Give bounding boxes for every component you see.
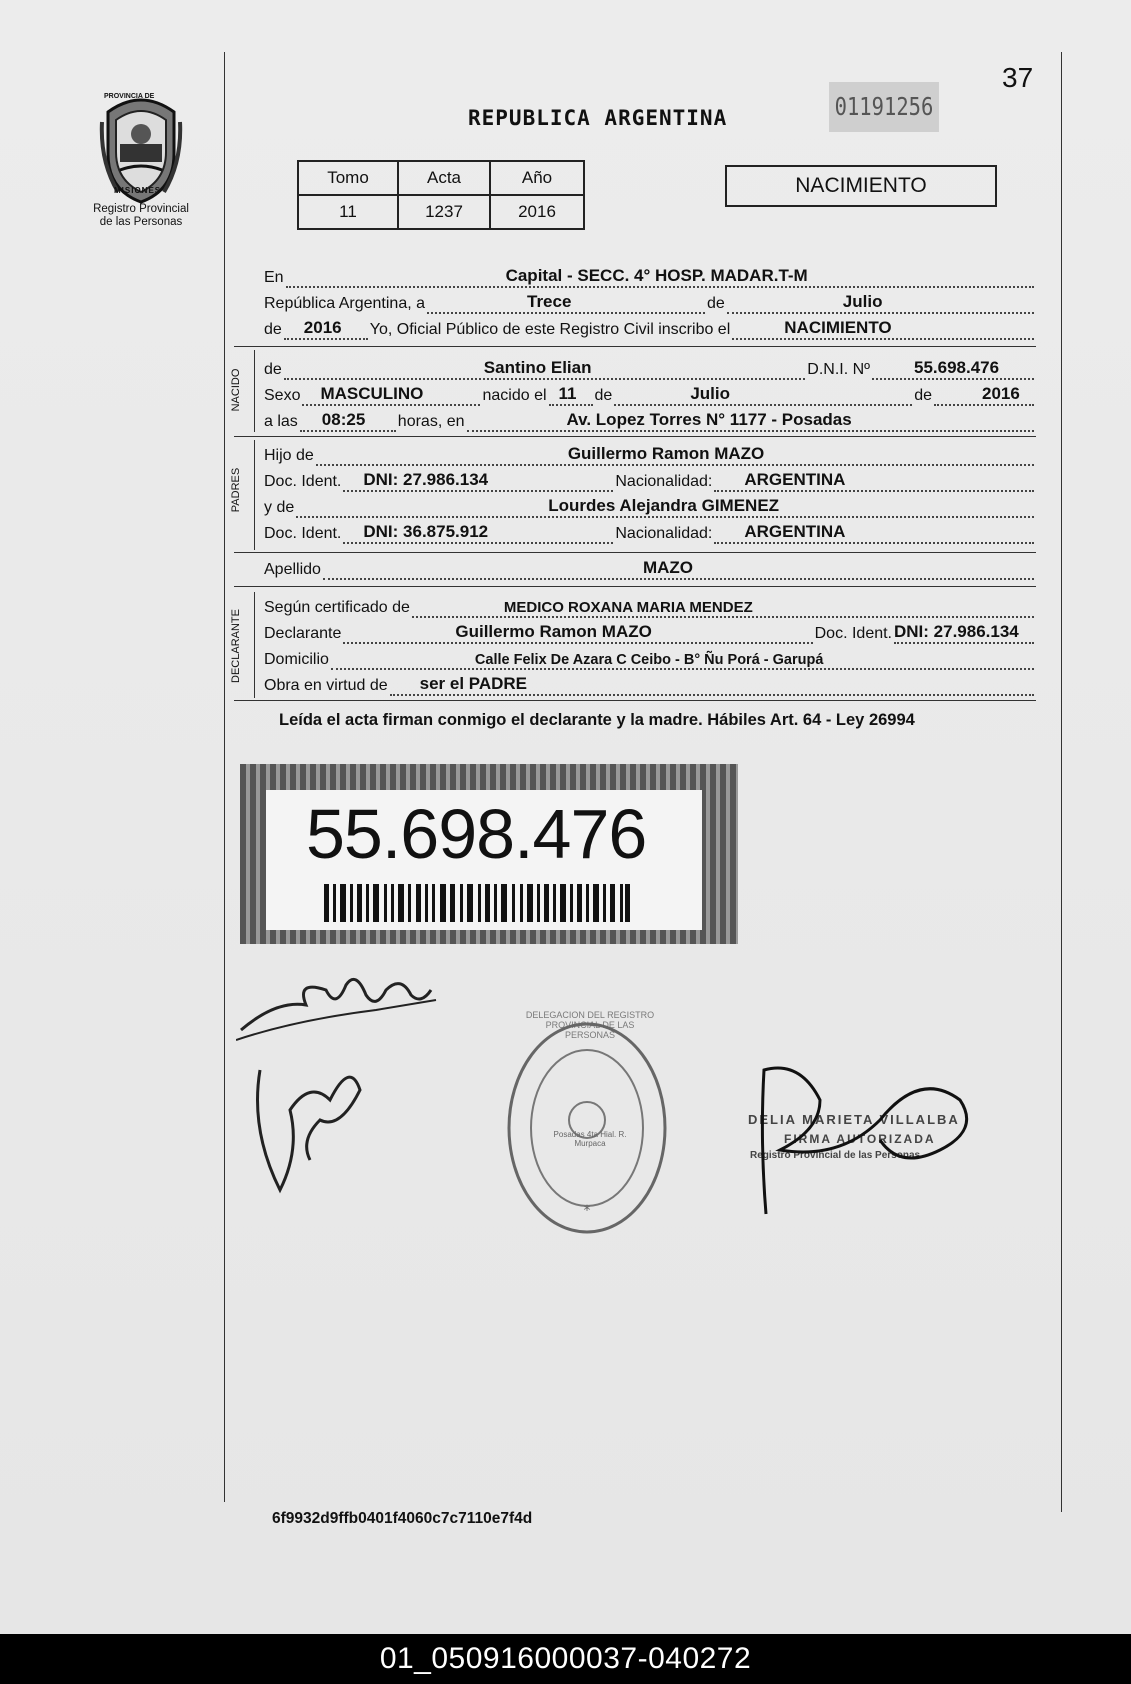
mother-name-value: Lourdes Alejandra GIMENEZ (548, 496, 780, 515)
nacido-bracket (254, 350, 255, 432)
declarante-label: Declarante (264, 625, 342, 642)
mother-doc-label: Doc. Ident. (264, 525, 342, 542)
dni-sticker (240, 764, 738, 944)
registry-name-line1: Registro Provincial (93, 203, 189, 215)
child-dni-field (872, 356, 1034, 380)
table-value-acta: 1237 (398, 195, 490, 229)
father-name-field (316, 442, 1034, 466)
page-number: 37 (1002, 62, 1034, 93)
obra-field (390, 672, 1034, 696)
row-year (264, 316, 1036, 340)
place-value: Capital - SECC. 4° HOSP. MADAR.T-M (505, 266, 808, 285)
table-value-tomo: 11 (298, 195, 398, 229)
birth-de-label: de (594, 387, 613, 404)
section-divider (234, 436, 1036, 437)
footer-file-id: 01_050916000037-040272 (0, 1634, 1131, 1684)
row-apellido (264, 556, 1036, 580)
declarante-name-value: Guillermo Ramon MAZO (455, 622, 652, 641)
father-nacionalidad-label: Nacionalidad: (615, 473, 713, 490)
month-field (727, 290, 1034, 314)
row-declarante (264, 620, 1036, 644)
declarante-signature (236, 960, 456, 1050)
row-certificado (264, 594, 1036, 618)
registry-name (82, 203, 200, 229)
obra-value: ser el PADRE (419, 674, 528, 693)
tomo-acta-anio-table (297, 160, 585, 230)
birth-de-label-2: de (914, 387, 932, 404)
father-name-value: Guillermo Ramon MAZO (567, 444, 765, 463)
padres-section-label: PADRES (230, 467, 242, 513)
y-de-label: y de (264, 499, 295, 516)
birth-place-value: Av. Lopez Torres N° 1177 - Posadas (566, 410, 852, 429)
table-header-acta: Acta (398, 161, 490, 195)
official-stamp-line1: DELIA MARIETA VILLALBA (748, 1112, 960, 1127)
birth-year-field (934, 382, 1034, 406)
father-doc-field (343, 468, 613, 492)
registry-round-stamp (504, 1020, 670, 1236)
birth-day-field (549, 382, 593, 406)
child-de-label: de (264, 361, 282, 378)
dni-barcode (324, 884, 630, 922)
official-text: Yo, Oficial Público de este Registro Civil inscribo el (369, 321, 731, 338)
year-field (284, 316, 368, 340)
mother-nacionalidad-label: Nacionalidad: (615, 525, 713, 542)
year-value: 2016 (303, 318, 342, 337)
domicilio-field (331, 646, 1034, 670)
child-dni-value: 55.698.476 (914, 358, 1000, 377)
official-stamp-line3: Registro Provincial de las Personas (750, 1150, 921, 1161)
row-mother-name (264, 494, 1036, 518)
section-divider (234, 346, 1036, 347)
apellido-field (323, 556, 1034, 580)
row-date (264, 290, 1036, 314)
day-value: Trece (527, 292, 572, 311)
section-divider (234, 586, 1036, 587)
mother-doc-value: DNI: 36.875.912 (363, 522, 489, 541)
mother-nationality-value: ARGENTINA (744, 522, 846, 541)
certificado-label: Según certificado de (264, 599, 410, 616)
domicilio-label: Domicilio (264, 651, 329, 668)
father-doc-value: DNI: 27.986.134 (363, 470, 489, 489)
section-divider (234, 700, 1036, 701)
certificado-field (412, 594, 1034, 618)
document-hash: 6f9932d9ffb0401f4060c7c7110e7f4d (272, 1510, 533, 1527)
birth-day-value: 11 (558, 384, 577, 403)
birth-time-value: 08:25 (321, 410, 366, 429)
mother-name-field (296, 494, 1034, 518)
official-signature (760, 1060, 1000, 1220)
birth-month-value: Julio (690, 384, 730, 403)
row-domicilio (264, 646, 1036, 670)
row-sex-birth (264, 382, 1036, 406)
republic-label: República Argentina, a (264, 295, 425, 312)
father-nationality-field (714, 468, 1034, 492)
table-header-tomo: Tomo (298, 161, 398, 195)
a-las-label: a las (264, 413, 298, 430)
row-child-name (264, 356, 1036, 380)
birth-year-value: 2016 (982, 384, 1020, 403)
round-stamp-text: DELEGACION DEL REGISTRO PROVINCIAL DE LAS PERSONAS (525, 1010, 655, 1040)
declarante-doc-value: DNI: 27.986.134 (894, 622, 1019, 641)
child-name-value: Santino Elian (483, 358, 592, 377)
row-father-name (264, 442, 1036, 466)
closing-note: Leída el acta firman conmigo el declarante y la madre. Hábiles Art. 64 - Ley 26994 (279, 711, 915, 729)
birth-month-field (614, 382, 912, 406)
mother-doc-field (343, 520, 613, 544)
en-label: En (264, 269, 284, 286)
dni-sticker-label (266, 790, 702, 930)
dni-sticker-number: 55.698.476 (306, 795, 647, 873)
declarante-bracket (254, 592, 255, 698)
sexo-value: MASCULINO (320, 384, 424, 403)
round-stamp-inner-text: Posadas 4ta Hial. R. Murpaca (553, 1130, 627, 1148)
declarante-doc-field (894, 620, 1034, 644)
domicilio-value: Calle Felix De Azara C Ceibo - B° Ñu Porá - Garupá (474, 652, 824, 668)
official-stamp-line2: FIRMA AUTORIZADA (784, 1132, 936, 1146)
child-name-field (284, 356, 805, 380)
nacido-el-label: nacido el (482, 387, 547, 404)
place-field (286, 264, 1034, 288)
left-margin-line (224, 52, 225, 1502)
mother-nationality-field (714, 520, 1034, 544)
country-title: REPUBLICA ARGENTINA (468, 106, 728, 130)
logo-text-top: PROVINCIA DE (104, 93, 155, 100)
month-value: Julio (842, 292, 883, 311)
section-divider (234, 552, 1036, 553)
registry-name-line2: de las Personas (99, 216, 183, 228)
certificado-value: MEDICO ROXANA MARIA MENDEZ (503, 599, 753, 616)
hijo-de-label: Hijo de (264, 447, 314, 464)
act-type-box: NACIMIENTO (725, 165, 997, 207)
act-inscribed-field (732, 316, 1034, 340)
row-father-doc (264, 468, 1036, 492)
act-inscribed-value: NACIMIENTO (784, 318, 892, 337)
serial-number: 01191256 (829, 82, 939, 132)
father-nationality-value: ARGENTINA (744, 470, 846, 489)
sexo-label: Sexo (264, 387, 301, 404)
table-value-anio: 2016 (490, 195, 584, 229)
apellido-label: Apellido (264, 561, 321, 578)
table-header-anio: Año (490, 161, 584, 195)
apellido-value: MAZO (642, 558, 693, 577)
row-place (264, 264, 1036, 288)
declarante-section-label: DECLARANTE (230, 609, 242, 683)
declarante-doc-label: Doc. Ident. (814, 625, 892, 642)
dni-label: D.N.I. Nº (807, 361, 870, 378)
birth-place-field (467, 408, 1034, 432)
obra-label: Obra en virtud de (264, 677, 388, 694)
row-birth-time-place (264, 408, 1036, 432)
sexo-field (302, 382, 480, 406)
logo-text-bottom: MISIONES (114, 186, 162, 195)
de-label-year: de (264, 321, 282, 338)
row-mother-doc (264, 520, 1036, 544)
declarante-name-field (343, 620, 812, 644)
row-obra (264, 672, 1036, 696)
father-doc-label: Doc. Ident. (264, 473, 342, 490)
mother-signature (250, 1050, 370, 1200)
padres-bracket (254, 440, 255, 550)
day-field (427, 290, 705, 314)
svg-text:*: * (583, 1203, 591, 1219)
horas-en-label: horas, en (397, 413, 465, 430)
nacido-section-label: NACIDO (230, 368, 242, 412)
right-margin-line (1061, 52, 1062, 1512)
de-label: de (707, 295, 725, 312)
birth-time-field (300, 408, 396, 432)
